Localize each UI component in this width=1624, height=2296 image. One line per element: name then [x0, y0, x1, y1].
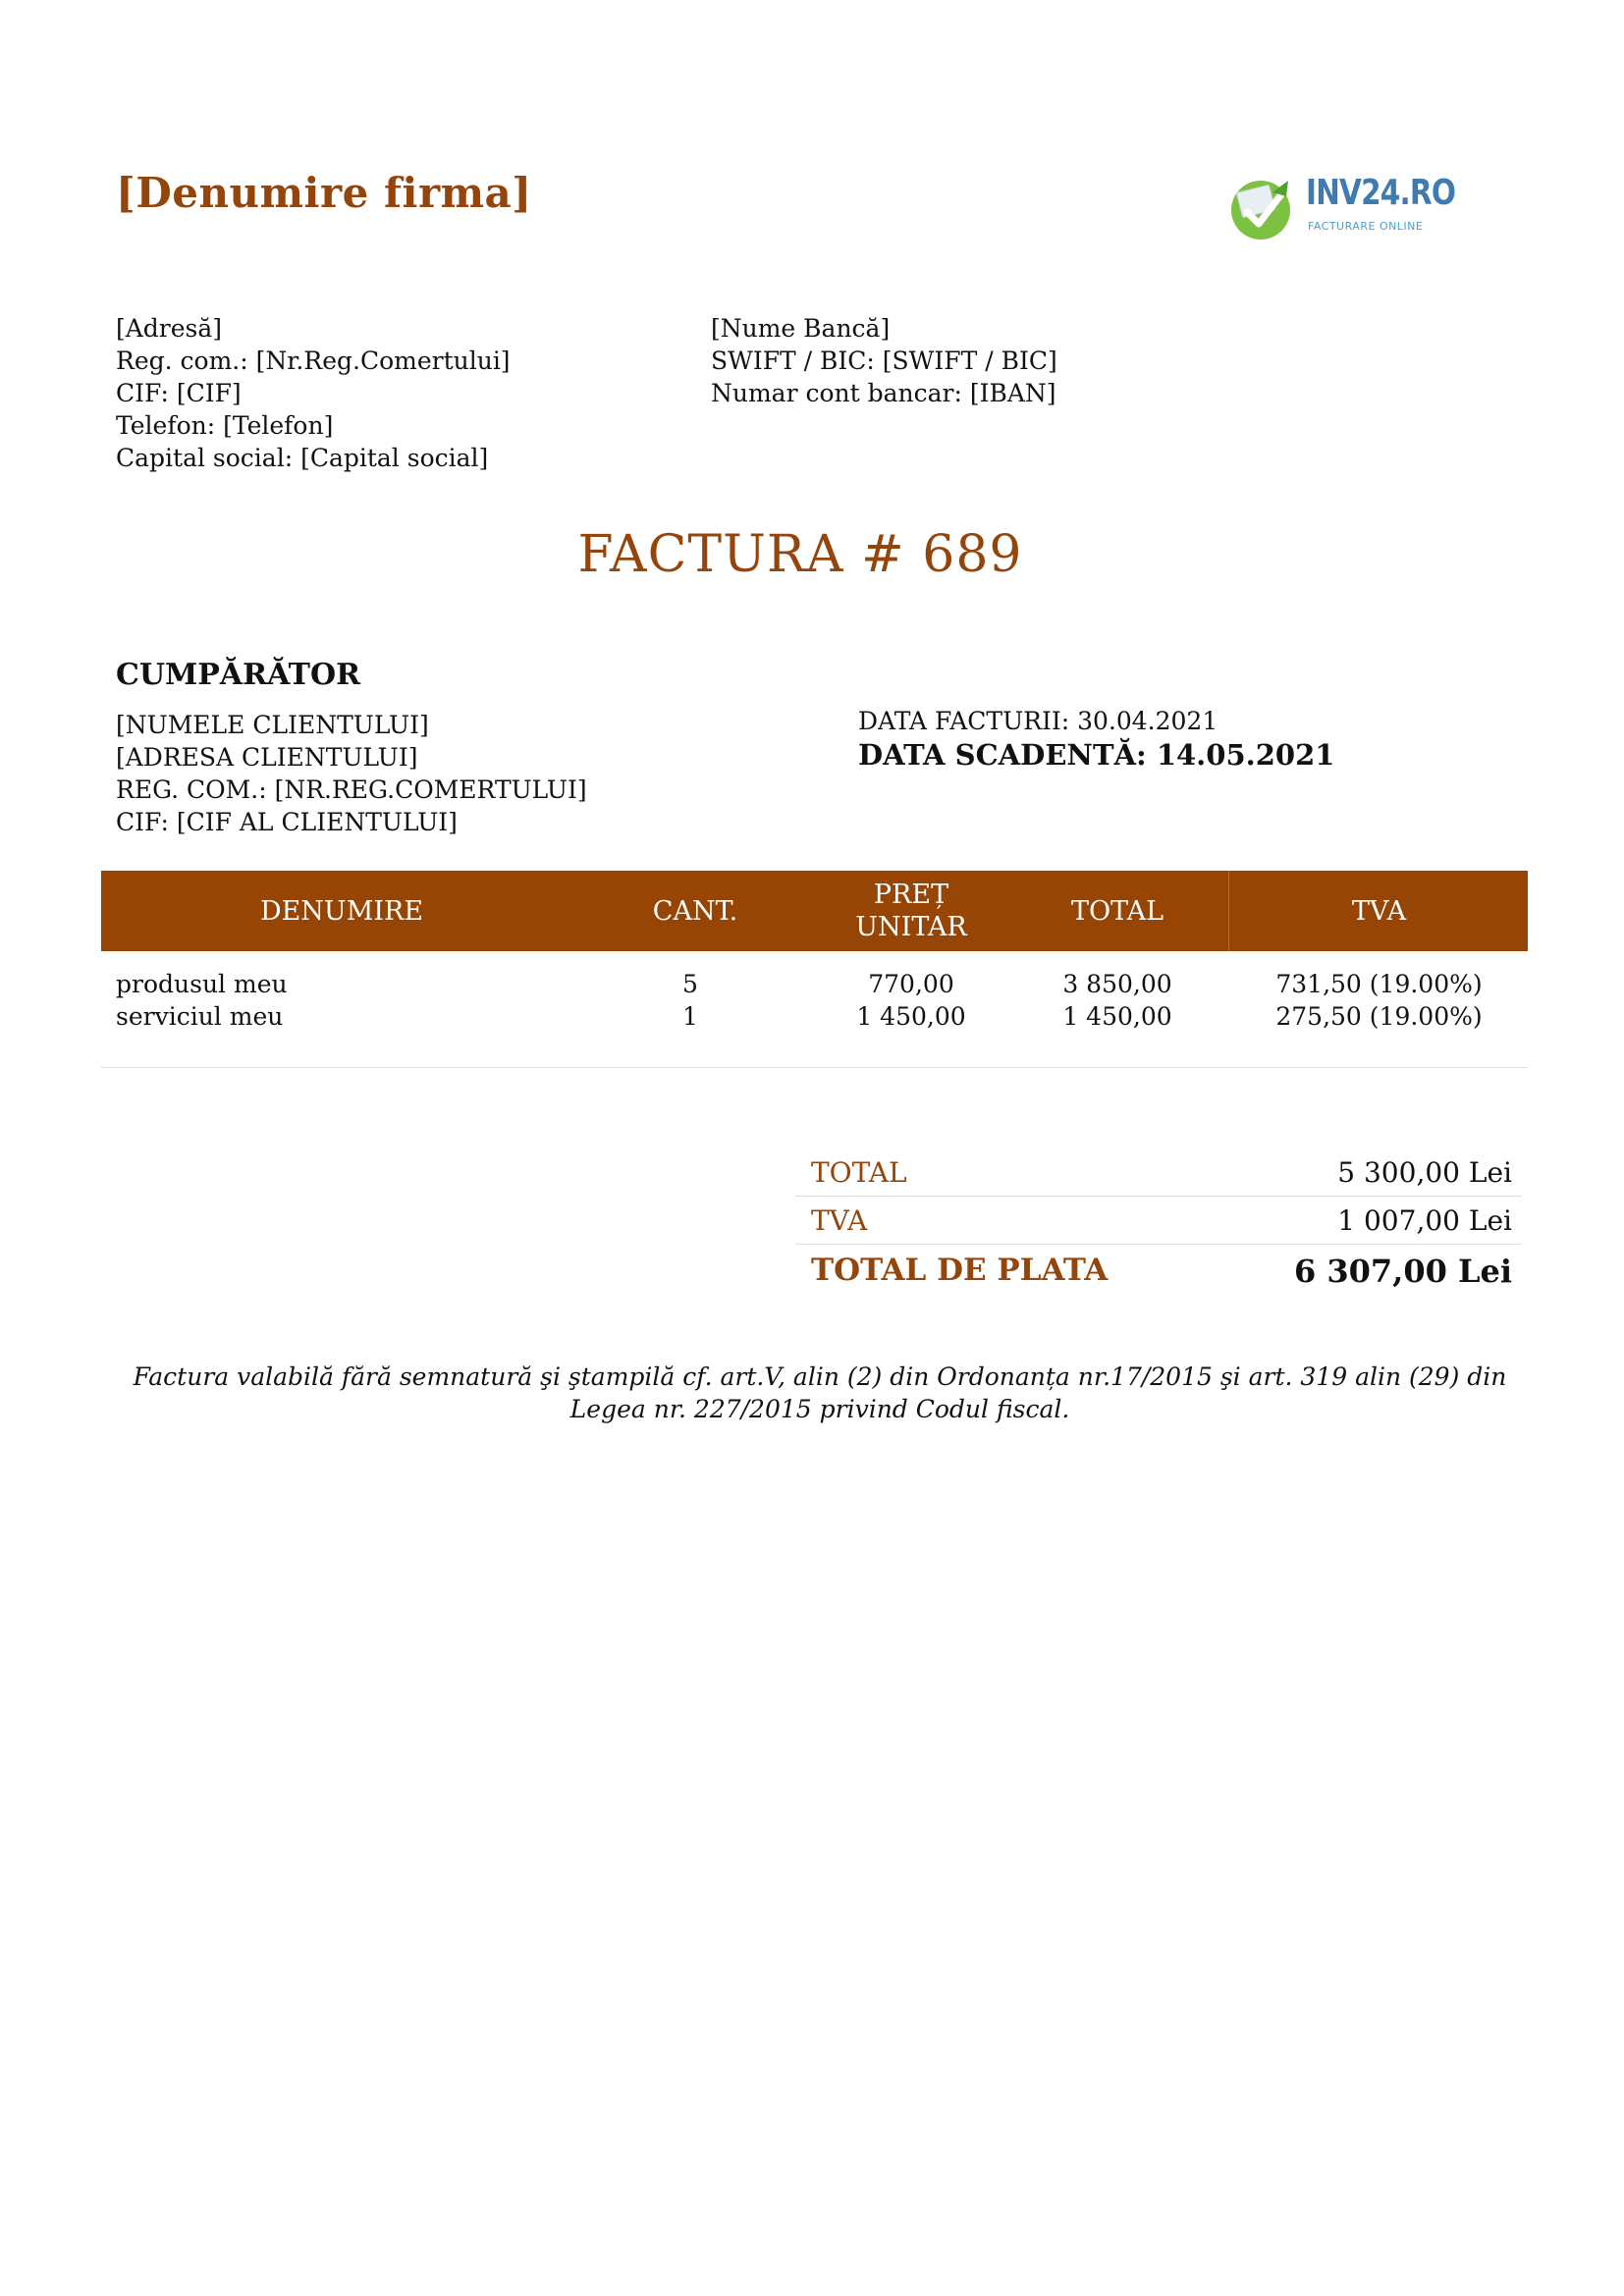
row-total: 1 450,00: [1062, 1002, 1172, 1031]
buyer-info: [116, 709, 587, 838]
bank-info: [711, 312, 1057, 409]
table-row: [101, 968, 1528, 1000]
due-date: DATA SCADENTĂ: 14.05.2021: [858, 738, 1335, 772]
bank-iban: Numar cont bancar: [IBAN]: [711, 379, 1056, 407]
bank-swift: SWIFT / BIC: [SWIFT / BIC]: [711, 347, 1057, 375]
invoice-title: FACTURA # 689: [577, 525, 1023, 584]
buyer-reg-com: REG. COM.: [NR.REG.COMERTULUI]: [116, 775, 587, 804]
seller-info: [116, 312, 511, 474]
inv24-logo: [1227, 167, 1456, 245]
grand-total-label: TOTAL DE PLATA: [811, 1253, 1109, 1288]
seller-address: [Adresă]: [116, 314, 223, 343]
row-qty: 5: [682, 970, 698, 998]
row-vat: 275,50 (19.00%): [1275, 1002, 1483, 1031]
subtotal-label: TOTAL: [811, 1156, 907, 1189]
buyer-address: [ADRESA CLIENTULUI]: [116, 743, 418, 772]
row-unit-price: 1 450,00: [856, 1002, 966, 1031]
subtotal-value: 5 300,00 Lei: [1337, 1156, 1512, 1189]
col-header-unit-price: [808, 871, 1014, 951]
col-header-name: DENUMIRE: [259, 895, 424, 927]
grand-total-row: [795, 1245, 1522, 1292]
bank-name: [Nume Bancă]: [711, 314, 891, 343]
items-table-header: [101, 871, 1528, 951]
table-row: [101, 1000, 1528, 1033]
invoice-date: DATA FACTURII: 30.04.2021: [858, 707, 1218, 735]
logo-check-icon: [1227, 167, 1302, 245]
seller-reg-com: Reg. com.: [Nr.Reg.Comertului]: [116, 347, 511, 375]
vat-value: 1 007,00 Lei: [1337, 1204, 1512, 1237]
row-name: produsul meu: [116, 970, 288, 998]
totals-summary: [795, 1148, 1522, 1292]
seller-cif: CIF: [CIF]: [116, 379, 242, 407]
row-unit-price: 770,00: [868, 970, 954, 998]
invoice-dates: [858, 705, 1334, 773]
logo-text: INV24.RO: [1306, 173, 1456, 213]
seller-capital: Capital social: [Capital social]: [116, 444, 489, 472]
col-header-total: TOTAL: [1070, 895, 1164, 927]
col-header-vat: TVA: [1351, 895, 1407, 927]
company-name: [Denumire firma]: [116, 169, 532, 217]
buyer-name: [NUMELE CLIENTULUI]: [116, 711, 429, 739]
legal-note: Factura valabilă fără semnatură şi ştampilă cf. art.V, alin (2) din Ordonanța nr.17/2015 şi art. 319 alin (29) din Legea nr. 227/2015 privind Codul fiscal.: [133, 1362, 1507, 1423]
vat-row: [795, 1197, 1522, 1245]
col-header-qty: CANT.: [652, 895, 738, 927]
col-header-unit-price-line1: PREȚ: [873, 880, 949, 910]
col-divider: [1228, 871, 1229, 951]
table-divider: [101, 1067, 1528, 1068]
buyer-heading: CUMPĂRĂTOR: [116, 658, 361, 692]
col-header-unit-price-line2: UNITAR: [855, 912, 967, 942]
row-vat: 731,50 (19.00%): [1275, 970, 1483, 998]
vat-label: TVA: [811, 1204, 868, 1237]
seller-phone: Telefon: [Telefon]: [116, 411, 334, 440]
row-name: serviciul meu: [116, 1002, 284, 1031]
row-qty: 1: [682, 1002, 698, 1031]
subtotal-row: [795, 1148, 1522, 1197]
logo-subtitle: FACTURARE ONLINE: [1308, 220, 1424, 233]
grand-total-value: 6 307,00 Lei: [1293, 1253, 1512, 1290]
row-total: 3 850,00: [1062, 970, 1172, 998]
buyer-cif: CIF: [CIF AL CLIENTULUI]: [116, 808, 458, 836]
